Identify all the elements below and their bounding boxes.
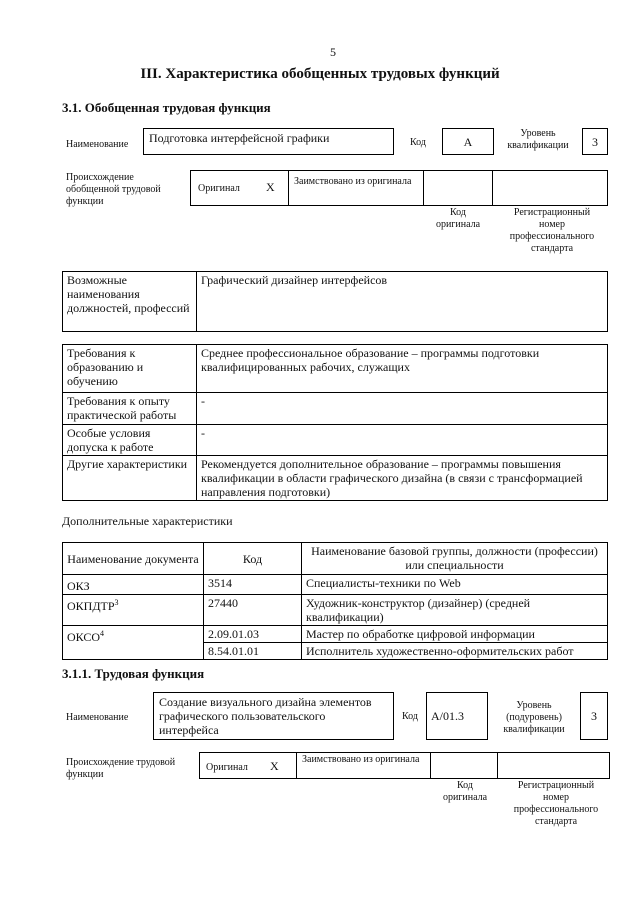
additional-header-doc: Наименование документа: [63, 543, 204, 575]
gtf-name-label: Наименование: [66, 139, 129, 150]
gtf-original-mark: X: [266, 180, 275, 194]
additional-name: Мастер по обработке цифровой информации: [302, 626, 608, 643]
req-education-label: Требования к образованию и обучению: [63, 345, 197, 393]
gtf-reg-caption: Регистрационный номер профессионального стандарта: [509, 207, 595, 254]
tf-borrowed-label: Заимствовано из оригинала: [302, 754, 420, 765]
additional-code: 2.09.01.03: [204, 626, 302, 643]
tf-original-mark: X: [270, 759, 279, 773]
additional-name: Исполнитель художественно-оформительских работ: [302, 643, 608, 660]
tf-name-label: Наименование: [66, 712, 129, 723]
positions-value: Графический дизайнер интерфейсов: [197, 272, 608, 332]
tf-level-label: Уровень (подуровень) квалификации: [503, 700, 565, 735]
table-row: [63, 575, 608, 595]
gtf-code-label: Код: [410, 137, 426, 148]
gtf-borrowed-label: Заимствовано из оригинала: [294, 176, 412, 187]
gtf-level-value: 3: [582, 128, 608, 155]
req-experience-value: -: [197, 393, 608, 425]
tf-level-value: 3: [580, 692, 608, 740]
req-other-value: Рекомендуется дополнительное образование – программы повышения квалификации в области графического дизайна (в связи с трансформацией направления подготовки): [197, 456, 608, 501]
tf-origin-label: Происхождение трудовой функции: [66, 757, 176, 780]
additional-code: 27440: [204, 595, 302, 626]
req-education-value: Среднее профессиональное образование – программы подготовки квалифицированных рабочих, служащих: [197, 345, 608, 393]
tf-code-value: A/01.3: [426, 692, 488, 740]
gtf-code-orig-caption: Код оригинала: [435, 207, 481, 230]
table-row: [63, 595, 608, 626]
req-other-label: Другие характеристики: [63, 456, 197, 501]
positions-table: [62, 271, 608, 332]
section-title: III. Характеристика обобщенных трудовых функций: [140, 66, 500, 82]
additional-name: Специалисты-техники по Web: [302, 575, 608, 595]
additional-table: [62, 542, 608, 660]
additional-name: Художник-конструктор (дизайнер) (средней квалификации): [302, 595, 608, 626]
gtf-name-value: Подготовка интерфейсной графики: [143, 128, 394, 155]
gtf-code-value: A: [442, 128, 494, 155]
tf-original-label: Оригинал: [206, 762, 248, 773]
additional-code: 8.54.01.01: [204, 643, 302, 660]
table-row: [63, 626, 608, 643]
additional-doc: ОКСО$^4$: [63, 626, 204, 660]
gtf-heading: 3.1. Обобщенная трудовая функция: [62, 100, 271, 115]
additional-code: 3514: [204, 575, 302, 595]
tf-name-value: Создание визуального дизайна элементов графического пользовательского интерфейса: [153, 692, 394, 740]
gtf-origin-label: Происхождение обобщенной трудовой функции: [66, 172, 161, 207]
positions-label: Возможные наименования должностей, профессий: [63, 272, 197, 332]
tf-code-label: Код: [402, 711, 418, 722]
requirements-table: [62, 344, 608, 501]
req-experience-label: Требования к опыту практической работы: [63, 393, 197, 425]
additional-doc: ОКЗ: [63, 575, 204, 595]
page-number: 5: [330, 45, 336, 59]
req-access-label: Особые условия допуска к работе: [63, 425, 197, 456]
gtf-level-label: Уровень квалификации: [507, 128, 569, 151]
tf-code-orig-caption: Код оригинала: [442, 780, 488, 803]
additional-header-name: Наименование базовой группы, должности (профессии) или специальности: [302, 543, 608, 575]
req-access-value: -: [197, 425, 608, 456]
tf-reg-caption: Регистрационный номер профессионального стандарта: [513, 780, 599, 827]
tf-heading: 3.1.1. Трудовая функция: [62, 666, 205, 681]
additional-title: Дополнительные характеристики: [62, 514, 233, 528]
additional-header-code: Код: [204, 543, 302, 575]
additional-doc: ОКПДТР$^3$: [63, 595, 204, 626]
gtf-original-label: Оригинал: [198, 183, 240, 194]
